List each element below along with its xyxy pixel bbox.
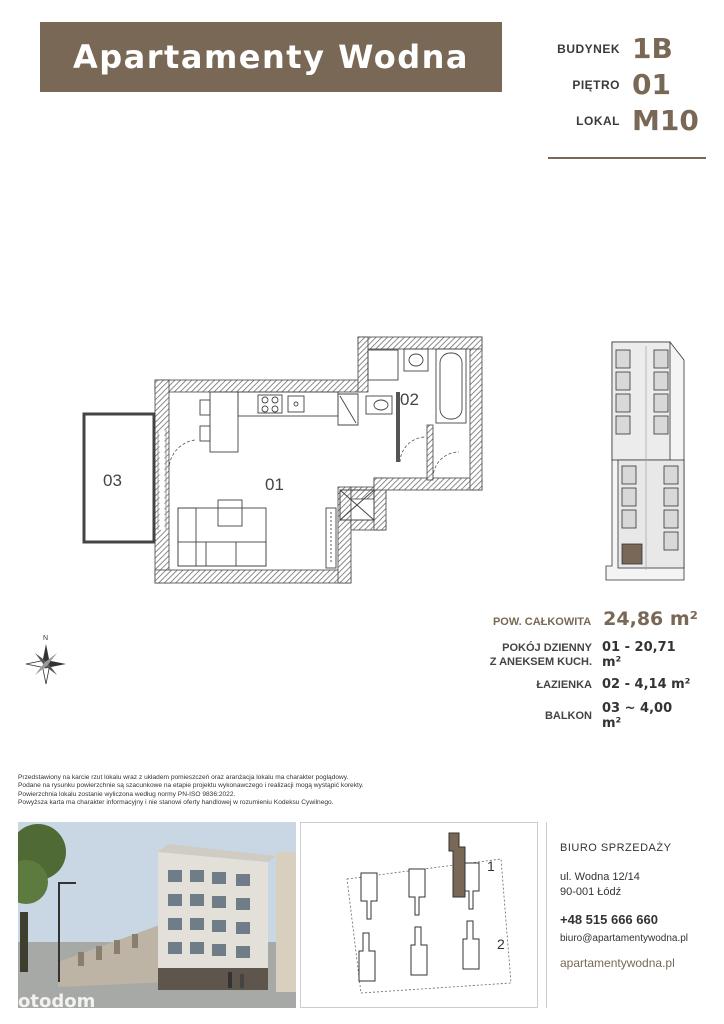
unit-highlight [622,544,642,564]
building-key-plan [606,342,684,580]
floor-label: PIĘTRO [572,77,620,92]
area-row-living [464,640,694,670]
keymap-label-1: 1 [487,858,495,874]
living-furniture [178,500,336,568]
building-label: BUDYNEK [557,41,620,56]
office-title: BIURO SPRZEDAŻY [560,842,672,854]
building-visualization [18,822,296,1008]
total-area-value: 24,86 m² [603,608,698,630]
office-phone[interactable]: +48 515 666 660 [560,912,658,927]
office-address-1: ul. Wodna 12/14 [560,871,640,883]
total-area [452,608,698,630]
area-row-balcony [464,701,694,731]
disclaimer-line: Podane na rysunku powierzchnie są szacunkowe na etapie projektu wykonawczego i realizacji mogą wystąpić korekty. [18,782,364,790]
unit-label: LOKAL [576,113,620,128]
bathroom-door [400,437,426,462]
room-label-02: 02 [400,390,419,409]
total-area-label: POW. CAŁKOWITA [492,616,592,628]
office-email[interactable]: biuro@apartamentywodna.pl [560,933,689,944]
compass-north-label: N [43,635,49,642]
office-website[interactable]: apartamentywodna.pl [560,956,675,970]
area-value-living: 01 - 20,71 m² [602,640,676,670]
kitchen [200,392,358,452]
room-label-01: 01 [265,475,284,494]
plan-walls [155,337,482,583]
disclaimer-line: Powyższa karta ma charakter informacyjny i nie stanowi oferty handlowej w rozumieniu Kodeksu Cywilnego. [18,799,334,807]
office-address-2: 90-001 Łódź [560,886,622,898]
site-key-map [300,822,538,1008]
area-label-living-2: Z ANEKSEM KUCH. [489,656,592,668]
disclaimer [18,774,538,808]
bathroom-fixtures [366,349,466,423]
watermark: otodom [18,991,96,1008]
disclaimer-line: Powierzchnia lokalu zostanie wyliczona według normy PN-ISO 9836:2022. [18,790,236,798]
sales-office [560,842,710,970]
area-label-balcony: BALKON [544,710,592,722]
floor-value: 01 [632,68,671,101]
unit-value: M10 [632,104,699,137]
area-value-bathroom: 02 - 4,14 m² [602,677,691,692]
disclaimer-line: Przedstawiony na karcie rzut lokalu wraz z układem pomieszczeń oraz aranżacja lokalu ma charakter poglądowy. [18,774,349,781]
compass-icon [26,644,66,684]
building-value: 1B [632,32,673,65]
area-label-bathroom: ŁAZIENKA [536,678,592,691]
area-value-balcony: 03 ~ 4,00 m² [602,701,673,731]
keymap-label-2: 2 [497,936,505,952]
area-row-bathroom [464,677,694,692]
brand-title: Apartamenty Wodna [73,38,469,76]
room-label-03: 03 [103,471,122,490]
area-label-living: POKÓJ DZIENNY [502,642,592,654]
footer-divider [546,822,547,1008]
